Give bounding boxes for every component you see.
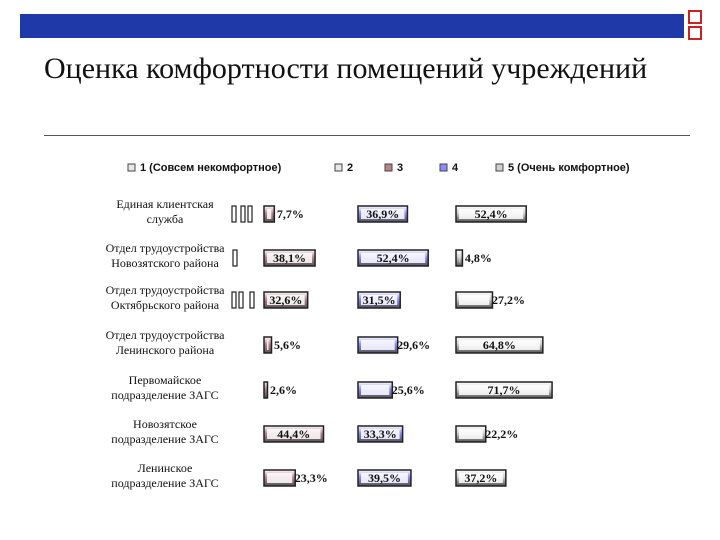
category-label-line: подразделение ЗАГС xyxy=(111,432,219,446)
bar-label-backdrop xyxy=(361,340,395,350)
chart-legend xyxy=(128,162,630,174)
legend-label: 5 (Очень комфортное) xyxy=(508,162,630,174)
data-label: 22,2% xyxy=(485,427,519,441)
category-label-line: Отдел трудоустройства xyxy=(105,283,225,297)
data-label: 71,7% xyxy=(487,383,521,397)
category-label-line: подразделение ЗАГС xyxy=(111,388,219,402)
bar-series-1-2 xyxy=(232,206,236,222)
category-label-line: Октябрьского района xyxy=(110,298,220,312)
data-label: 38,1% xyxy=(273,251,307,265)
category-label-line: Отдел трудоустройства xyxy=(105,241,225,255)
data-label: 31,5% xyxy=(362,293,396,307)
category-label-line: Ленинское xyxy=(137,461,193,475)
chart-bars xyxy=(232,206,552,486)
bar-label-backdrop xyxy=(361,385,389,395)
data-label: 37,2% xyxy=(464,471,498,485)
data-label: 52,4% xyxy=(474,207,508,221)
legend-item xyxy=(128,162,282,174)
bar-series-3 xyxy=(264,382,267,398)
bar-series-1-2 xyxy=(233,250,237,266)
category-label-line: служба xyxy=(146,212,184,226)
category-label-line: Новозятское xyxy=(133,417,197,431)
bar-label-backdrop xyxy=(267,473,292,483)
slide-title: Оценка комфортности помещений учреждений xyxy=(44,52,648,85)
category-label xyxy=(106,241,226,270)
bar-series-1-2 xyxy=(239,292,243,308)
data-label: 32,6% xyxy=(269,293,303,307)
data-label: 29,6% xyxy=(397,338,431,352)
legend-item xyxy=(335,162,353,174)
legend-item xyxy=(496,162,630,174)
data-label: 27,2% xyxy=(491,293,525,307)
legend-swatch xyxy=(128,164,135,171)
category-label-line: Первомайское xyxy=(128,373,202,387)
data-label: 36,9% xyxy=(366,207,400,221)
data-label: 52,4% xyxy=(376,251,410,265)
category-label-line: Ленинского района xyxy=(115,343,215,357)
bar-series-1-2 xyxy=(250,292,254,308)
bar-label-backdrop xyxy=(459,295,489,305)
legend-label: 4 xyxy=(452,162,459,174)
data-label: 5,6% xyxy=(274,338,302,352)
legend-item xyxy=(440,162,459,174)
legend-swatch xyxy=(440,164,447,171)
bar-label-backdrop xyxy=(267,340,269,350)
data-label: 25,6% xyxy=(391,383,425,397)
data-label: 2,6% xyxy=(269,383,297,397)
data-label: 39,5% xyxy=(367,471,401,485)
category-label xyxy=(111,373,218,402)
data-label: 44,4% xyxy=(277,427,311,441)
legend-swatch xyxy=(496,164,503,171)
data-label: 33,3% xyxy=(363,427,397,441)
category-label xyxy=(111,417,218,446)
legend-label: 3 xyxy=(397,162,404,174)
data-label: 7,7% xyxy=(276,207,304,221)
category-label-line: Отдел трудоустройства xyxy=(105,328,225,342)
bar-label-backdrop xyxy=(459,429,483,439)
bar-series-1-2 xyxy=(232,292,236,308)
data-label: 64,8% xyxy=(482,338,516,352)
bar-label-backdrop xyxy=(267,209,271,219)
data-label: 23,3% xyxy=(294,471,328,485)
legend-swatch xyxy=(385,164,392,171)
category-label xyxy=(116,197,214,226)
bar-series-1-2 xyxy=(241,206,245,222)
data-label: 4,8% xyxy=(464,251,492,265)
category-label xyxy=(111,461,218,490)
legend-label: 1 (Совсем некомфортное) xyxy=(140,162,282,174)
category-label-line: Новозятского района xyxy=(111,256,219,270)
category-label-line: подразделение ЗАГС xyxy=(111,476,219,490)
legend-label: 2 xyxy=(347,162,354,174)
legend-swatch xyxy=(335,164,342,171)
bar-series-1-2 xyxy=(248,206,252,222)
category-labels xyxy=(106,197,226,490)
category-label-line: Единая клиентская xyxy=(116,197,214,211)
category-label xyxy=(106,283,226,312)
category-label xyxy=(106,328,226,357)
legend-item xyxy=(385,162,403,174)
